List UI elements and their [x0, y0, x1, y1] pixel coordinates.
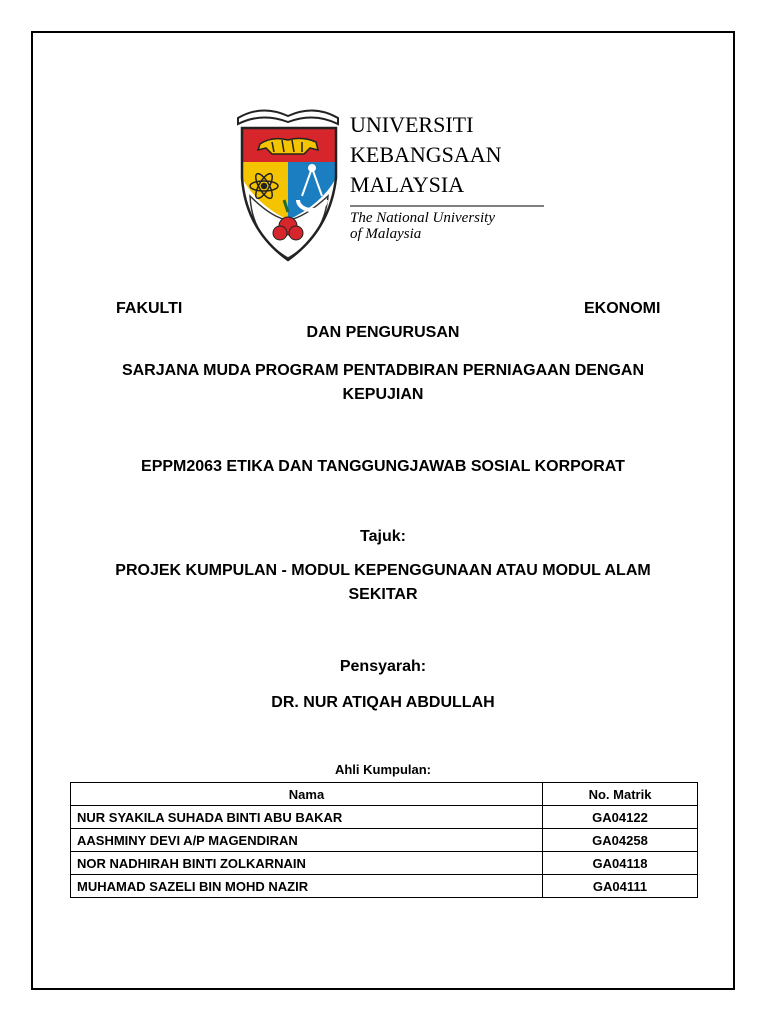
member-name: NUR SYAKILA SUHADA BINTI ABU BAKAR: [71, 806, 543, 829]
logo-line-universiti: UNIVERSITI: [350, 112, 474, 137]
university-logo: [232, 100, 552, 270]
faculty-label-right: EKONOMI: [584, 300, 661, 317]
member-matrik: GA04122: [543, 806, 698, 829]
faculty-line-2: DAN PENGURUSAN: [306, 324, 460, 341]
member-name: MUHAMAD SAZELI BIN MOHD NAZIR: [71, 875, 543, 898]
members-caption: Ahli Kumpulan:: [334, 762, 432, 777]
faculty-label-left: FAKULTI: [116, 300, 183, 317]
member-matrik: GA04118: [543, 852, 698, 875]
table-row: [71, 852, 698, 875]
table-row: [71, 806, 698, 829]
project-title-line-1: PROJEK KUMPULAN - MODUL KEPENGGUNAAN ATAU MODUL ALAM: [115, 562, 651, 579]
header-name: Nama: [71, 783, 543, 806]
members-header-row: [71, 783, 698, 806]
table-row: [71, 829, 698, 852]
lecturer-name: DR. NUR ATIQAH ABDULLAH: [271, 694, 495, 711]
header-matrik: No. Matrik: [543, 783, 698, 806]
member-name: NOR NADHIRAH BINTI ZOLKARNAIN: [71, 852, 543, 875]
logo-line-malaysia: MALAYSIA: [350, 172, 465, 197]
book-icon: [238, 110, 338, 124]
members-table: [70, 782, 698, 898]
member-matrik: GA04111: [543, 875, 698, 898]
program-line-1: SARJANA MUDA PROGRAM PENTADBIRAN PERNIAGAAN DENGAN: [121, 362, 645, 379]
course-title: EPPM2063 ETIKA DAN TANGGUNGJAWAB SOSIAL KORPORAT: [141, 458, 625, 475]
lecturer-label: Pensyarah:: [339, 658, 427, 675]
title-label: Tajuk:: [360, 528, 406, 545]
logo-wordmark: [350, 112, 544, 242]
project-title-line-2: SEKITAR: [348, 586, 418, 603]
logo-line-kebangsaan: KEBANGSAAN: [350, 142, 502, 167]
table-row: [71, 875, 698, 898]
logo-tagline-2: of Malaysia: [350, 226, 422, 242]
program-line-2: KEPUJIAN: [342, 386, 424, 403]
logo-tagline-1: The National University: [350, 210, 495, 226]
member-name: AASHMINY DEVI A/P MAGENDIRAN: [71, 829, 543, 852]
member-matrik: GA04258: [543, 829, 698, 852]
